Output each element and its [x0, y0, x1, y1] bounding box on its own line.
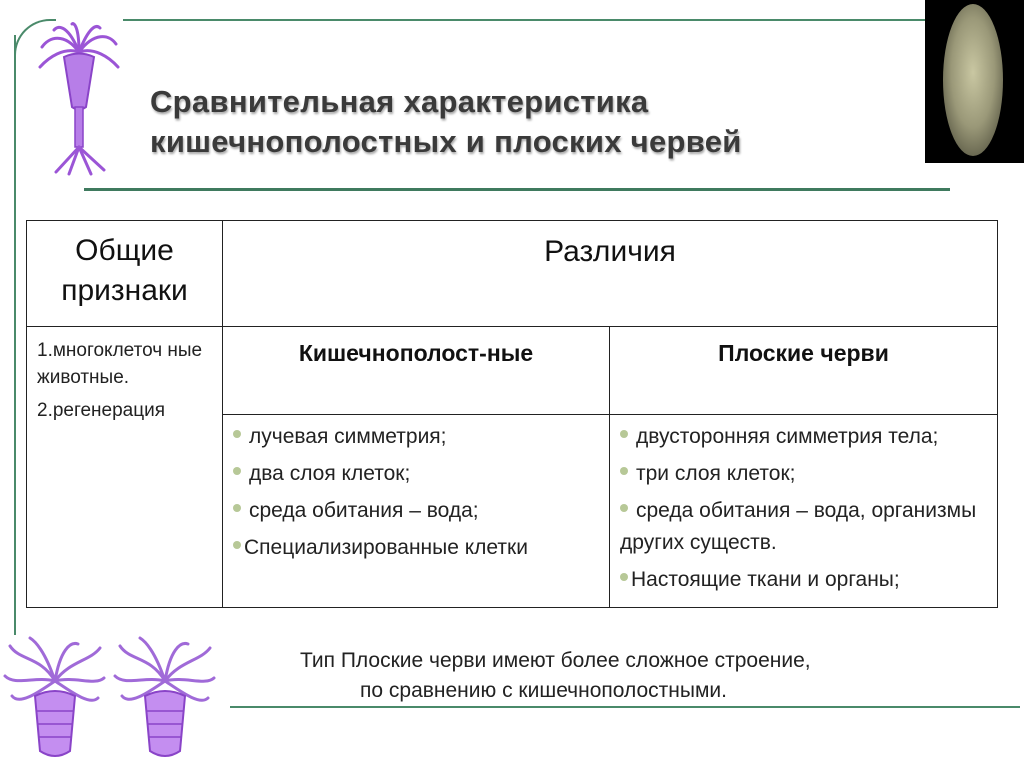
- frame-bottom-line: [230, 706, 1020, 708]
- polyp-illustration-1: [0, 636, 110, 764]
- bullet-icon: [233, 541, 241, 549]
- conclusion-line-2: по сравнению с кишечнополостными.: [360, 679, 727, 702]
- header-differences-label: Различия: [544, 235, 676, 268]
- bullet-icon: [233, 504, 241, 512]
- bullet-icon: [620, 467, 628, 475]
- list-item: Специализированные клетки: [233, 532, 599, 564]
- frame-top-line: [123, 19, 926, 21]
- bullet-icon: [233, 467, 241, 475]
- flatworm-image: [925, 0, 1024, 163]
- comparison-table: [26, 220, 998, 608]
- common-features-cell: [27, 327, 223, 608]
- flatworm-photo: [925, 0, 1024, 163]
- list-item: три слоя клеток;: [620, 458, 987, 490]
- header-cnidaria-label: Кишечнополост-ные: [298, 340, 534, 366]
- header-common-features: [27, 221, 223, 327]
- list-item: два слоя клеток;: [233, 458, 599, 490]
- hydra-illustration: [34, 22, 124, 182]
- header-common-label: Общие признаки: [61, 234, 188, 307]
- polyp-illustration-2: [110, 636, 220, 764]
- slide-title: [150, 82, 930, 162]
- common-item: 1.многоклеточ ные животные.: [37, 340, 203, 388]
- common-item: 2.регенерация: [37, 400, 166, 421]
- list-item: среда обитания – вода, организмы других существ.: [620, 499, 977, 554]
- title-line-1: Сравнительная характеристика: [150, 84, 649, 119]
- conclusion-text: [300, 646, 960, 706]
- bullet-icon: [233, 430, 241, 438]
- list-item: двусторонняя симметрия тела;: [620, 421, 987, 453]
- header-flatworms: [610, 327, 998, 415]
- frame-left-line: [14, 35, 16, 635]
- bullet-icon: [620, 573, 628, 581]
- header-flatworms-label: Плоские черви: [718, 340, 889, 366]
- list-item: лучевая симметрия;: [233, 421, 599, 453]
- list-item: среда обитания – вода;: [233, 495, 599, 527]
- list-item: Настоящие ткани и органы;: [620, 564, 987, 596]
- header-differences: [223, 221, 998, 327]
- title-underline: [84, 188, 950, 191]
- header-cnidaria: [223, 327, 610, 415]
- title-line-2: кишечнополостных и плоских червей: [150, 124, 742, 159]
- bullet-icon: [620, 504, 628, 512]
- cnidaria-features-cell: [223, 415, 610, 608]
- flatworm-features-cell: [610, 415, 998, 608]
- bullet-icon: [620, 430, 628, 438]
- conclusion-line-1: Тип Плоские черви имеют более сложное строение,: [300, 649, 811, 672]
